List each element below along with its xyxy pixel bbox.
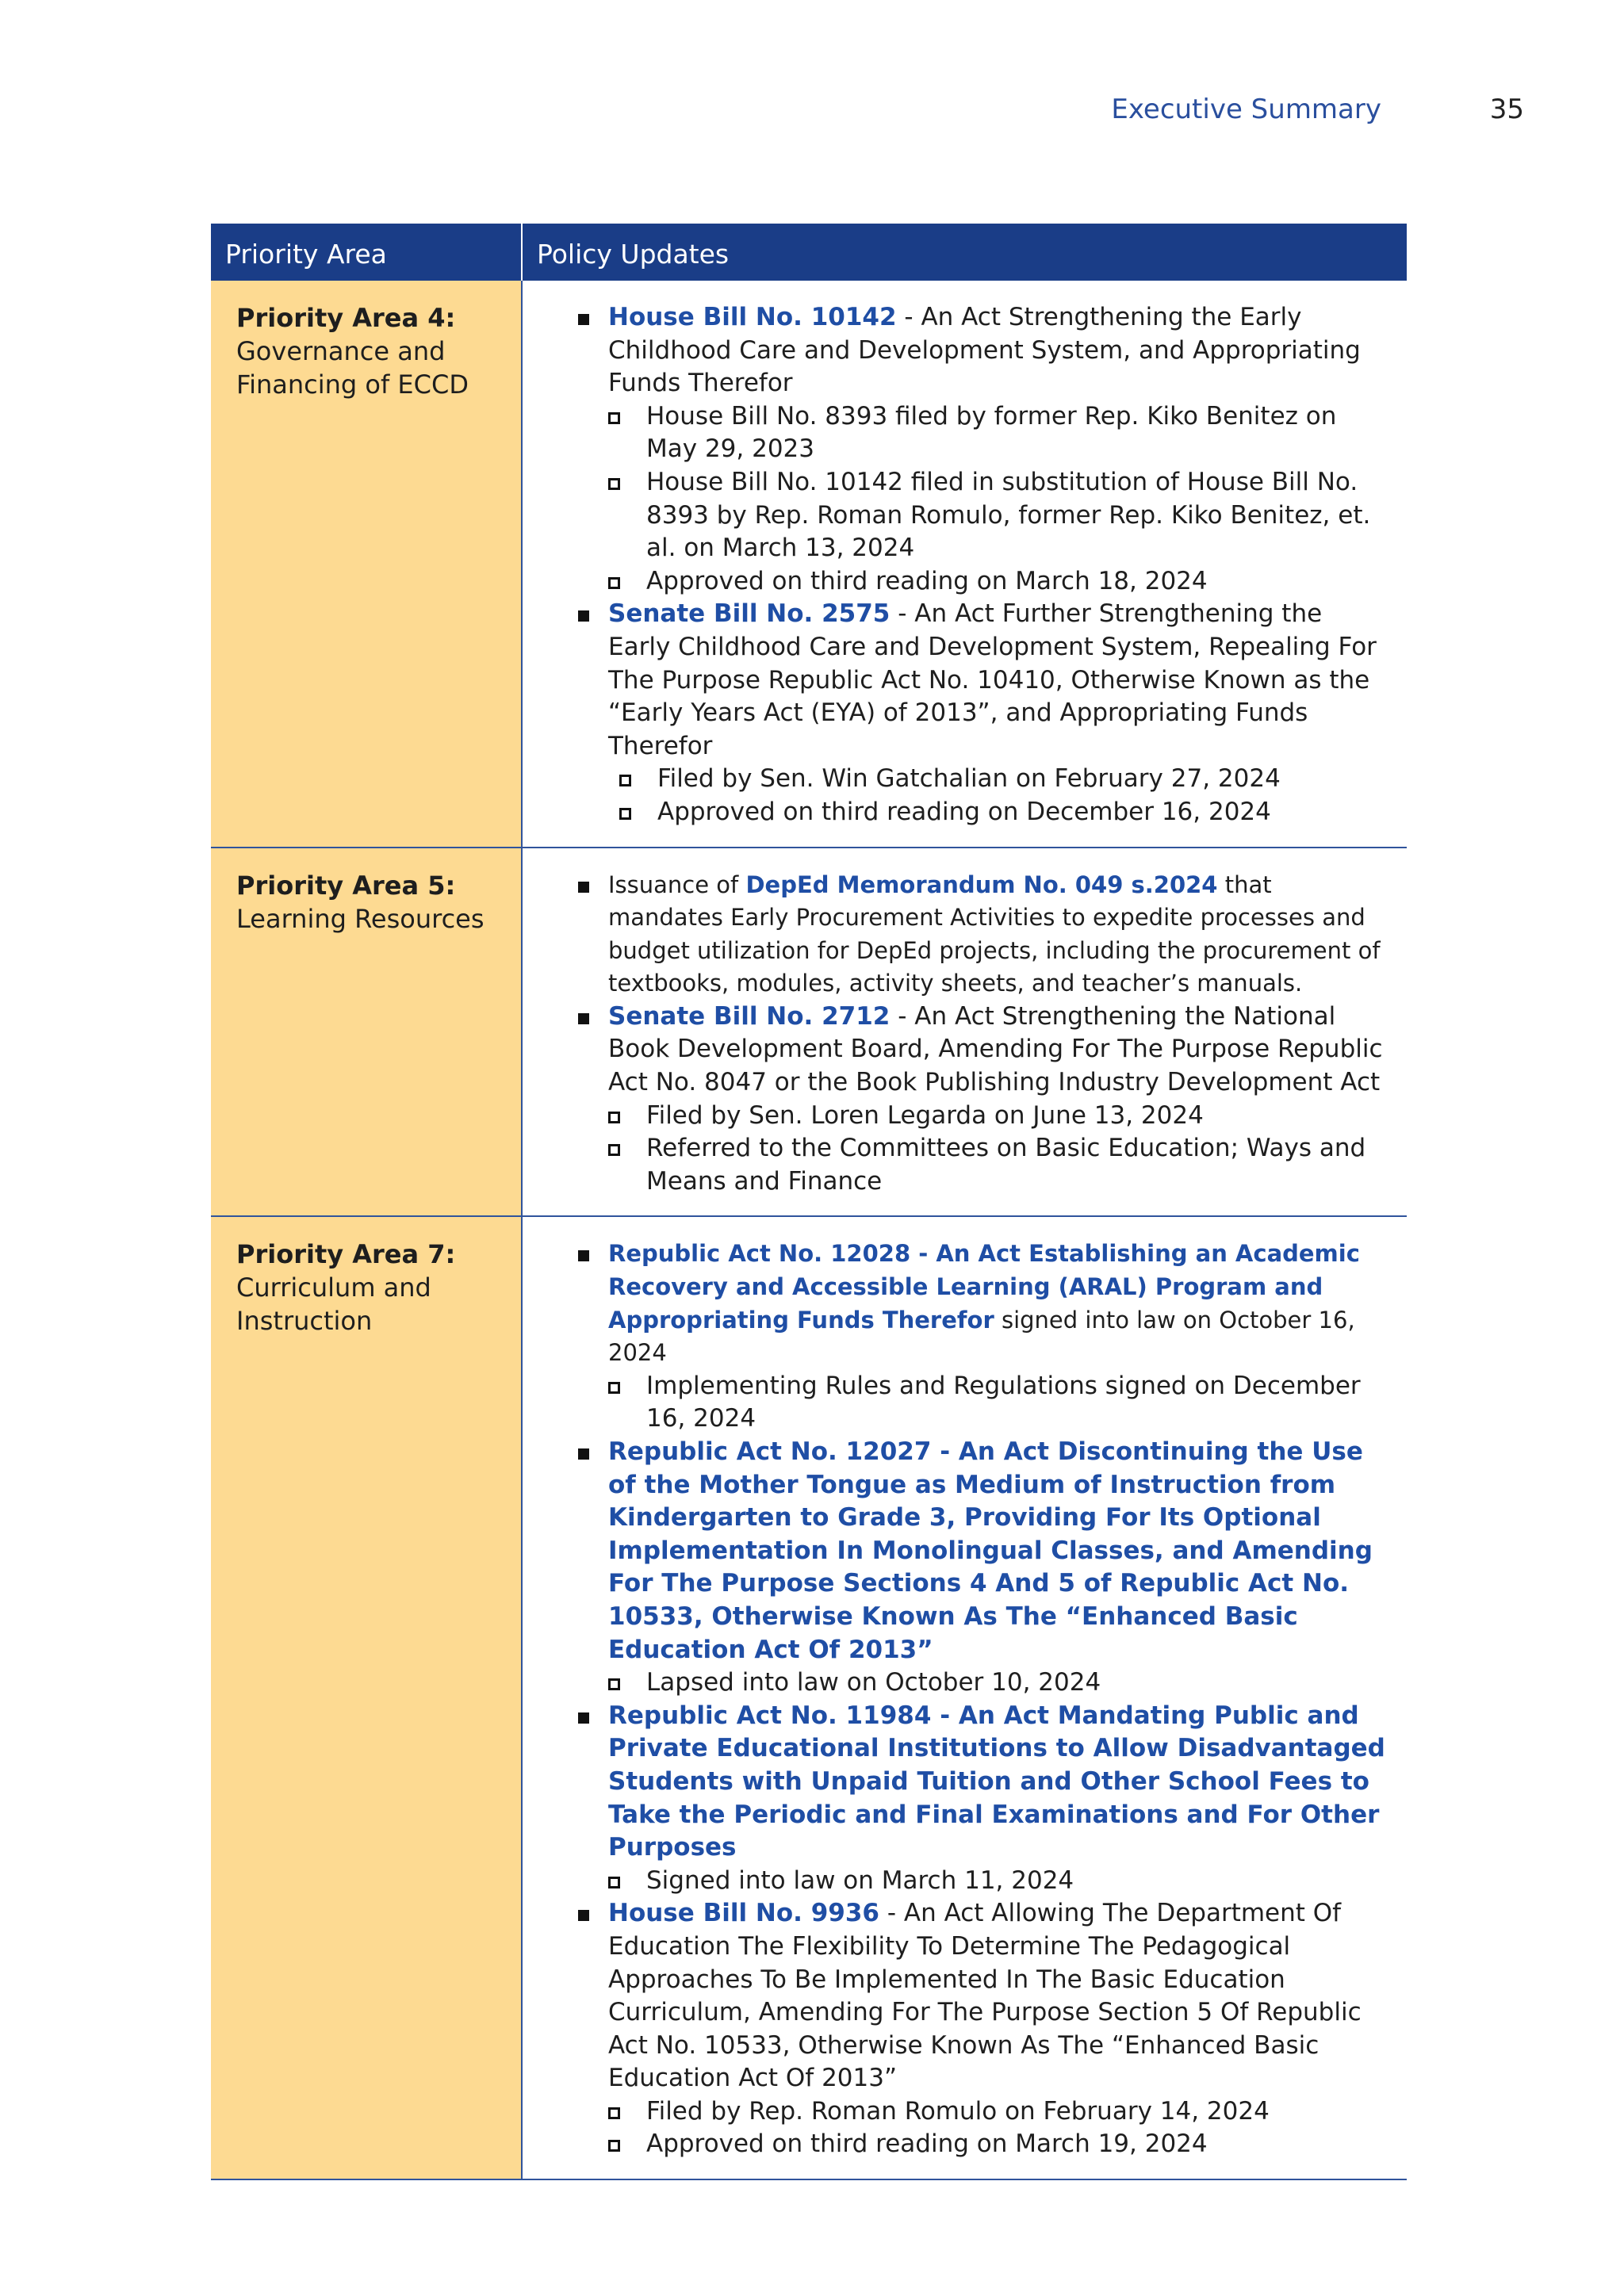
sub-item-text: House Bill No. 10142 filed in substitution of House Bill No. 8393 by Rep. Roman Romulo, former Rep. Kiko Benitez, et. al. on March 13, 2024 xyxy=(646,467,1371,563)
memorandum-link[interactable]: DepEd Memorandum No. 049 s.2024 xyxy=(745,871,1218,898)
policy-updates-table xyxy=(211,224,1407,2180)
section-title: Executive Summary xyxy=(1111,94,1381,125)
hollow-square-bullet-icon xyxy=(608,1877,620,1888)
square-bullet-icon xyxy=(578,1250,589,1261)
republic-act-title[interactable]: Republic Act No. 12028 - An Act Establishing an Academic Recovery and Accessible Learning (ARAL) Program and Appropriating Funds Therefor xyxy=(608,1240,1360,1334)
sub-list-item xyxy=(608,796,1386,829)
bill-link[interactable]: Senate Bill No. 2712 xyxy=(608,1001,891,1031)
policy-updates-cell xyxy=(522,1216,1407,2179)
sub-list xyxy=(608,1370,1386,1436)
sub-item-text: Approved on third reading on March 18, 2024 xyxy=(646,566,1208,595)
policy-list xyxy=(543,1238,1386,2161)
square-bullet-icon xyxy=(578,1448,589,1460)
hollow-square-bullet-icon xyxy=(608,2107,620,2119)
item-text: that mandates Early Procurement Activities to expedite processes and budget utilization for DepEd projects, including the procurement of textbooks, modules, activity sheets, and teacher’s manuals. xyxy=(608,871,1381,997)
list-item xyxy=(543,598,1386,828)
list-item xyxy=(543,1001,1386,1199)
list-item xyxy=(543,1436,1386,1700)
column-header-priority-area: Priority Area xyxy=(211,224,522,281)
page-header xyxy=(0,94,1624,133)
priority-area-title: Priority Area 7: xyxy=(236,1239,456,1270)
column-header-policy-updates: Policy Updates xyxy=(522,224,1407,281)
priority-area-title: Priority Area 5: xyxy=(236,870,456,901)
table-header-row xyxy=(211,224,1407,281)
priority-area-description: Curriculum and Instruction xyxy=(236,1272,431,1337)
list-item xyxy=(543,1700,1386,1898)
list-item xyxy=(543,1897,1386,2161)
hollow-square-bullet-icon xyxy=(608,1112,620,1123)
square-bullet-icon xyxy=(578,314,589,325)
square-bullet-icon xyxy=(578,610,589,622)
sub-list-item xyxy=(608,466,1386,565)
item-text: signed into law on October 16, 2024 xyxy=(608,1306,1355,1367)
sub-item-text: Lapsed into law on October 10, 2024 xyxy=(646,1668,1101,1697)
sub-list-item xyxy=(608,1100,1386,1133)
sub-list-item xyxy=(608,1865,1386,1898)
bill-link[interactable]: House Bill No. 10142 xyxy=(608,303,897,331)
priority-area-description: Learning Resources xyxy=(236,903,485,934)
sub-list-item xyxy=(608,2095,1386,2129)
hollow-square-bullet-icon xyxy=(608,2140,620,2152)
hollow-square-bullet-icon xyxy=(608,1678,620,1690)
sub-item-text: Filed by Sen. Loren Legarda on June 13, 2024 xyxy=(646,1100,1204,1130)
sub-list-item xyxy=(608,565,1386,599)
republic-act-title[interactable]: Republic Act No. 12027 - An Act Discontinuing the Use of the Mother Tongue as Medium of Instruction from Kindergarten to Grade 3, Providing For Its Optional Implementation In Monolingual Classes, and Amending For The Purpose Sections 4 And 5 of Republic Act No. 10533, Otherwise Known As The “Enhanced Basic Education Act Of 2013” xyxy=(608,1437,1373,1664)
sub-item-text: House Bill No. 8393 filed by former Rep. Kiko Benitez on May 29, 2023 xyxy=(646,401,1337,464)
sub-list-item xyxy=(608,1132,1386,1198)
sub-list xyxy=(608,1667,1386,1700)
sub-list xyxy=(608,1865,1386,1898)
republic-act-title[interactable]: Republic Act No. 11984 - An Act Mandating Public and Private Educational Institutions to Allow Disadvantaged Students with Unpaid Tuition and Other School Fees to Take the Periodic and Final Examinations and For Other Purposes xyxy=(608,1701,1385,1862)
priority-area-cell xyxy=(211,848,522,1217)
square-bullet-icon xyxy=(578,1910,589,1921)
sub-item-text: Approved on third reading on March 19, 2024 xyxy=(646,2130,1208,2159)
hollow-square-bullet-icon xyxy=(608,478,620,490)
item-text: - An Act Allowing The Department Of Education The Flexibility To Determine The Pedagogical Approaches To Be Implemented In The Basic Education Curriculum, Amending For The Purpose Section 5 Of Republic Act No. 10533, Otherwise Known As The “Enhanced Basic Education Act Of 2013” xyxy=(608,1899,1362,2093)
sub-item-text: Implementing Rules and Regulations signed on December 16, 2024 xyxy=(646,1371,1361,1433)
list-item xyxy=(543,301,1386,598)
list-item xyxy=(543,1238,1386,1436)
priority-area-cell xyxy=(211,1216,522,2179)
sub-item-text: Referred to the Committees on Basic Education; Ways and Means and Finance xyxy=(646,1134,1366,1196)
sub-list xyxy=(608,2095,1386,2161)
policy-updates-cell xyxy=(522,848,1407,1217)
item-text: - An Act Strengthening the National Book Development Board, Amending For The Purpose Republic Act No. 8047 or the Book Publishing Industry Development Act xyxy=(608,1001,1383,1097)
sub-list xyxy=(608,400,1386,599)
sub-list xyxy=(608,1100,1386,1199)
sub-list-item xyxy=(608,2128,1386,2161)
bill-link[interactable]: Senate Bill No. 2575 xyxy=(608,599,891,629)
sub-item-text: Approved on third reading on December 16, 2024 xyxy=(657,797,1271,826)
hollow-square-bullet-icon xyxy=(619,775,631,786)
item-text: - An Act Further Strengthening the Early Childhood Care and Development System, Repealing For The Purpose Republic Act No. 10410, Otherwise Known as the “Early Years Act (EYA) of 2013”, and Appropriating Funds Therefor xyxy=(608,599,1377,760)
hollow-square-bullet-icon xyxy=(608,412,620,424)
policy-updates-cell xyxy=(522,281,1407,848)
sub-list-item xyxy=(608,763,1386,796)
square-bullet-icon xyxy=(578,1013,589,1024)
square-bullet-icon xyxy=(578,1712,589,1724)
table-row xyxy=(211,848,1407,1217)
sub-list-item xyxy=(608,400,1386,466)
hollow-square-bullet-icon xyxy=(608,1382,620,1394)
square-bullet-icon xyxy=(578,882,589,893)
page-number: 35 xyxy=(1489,94,1524,125)
bill-link[interactable]: House Bill No. 9936 xyxy=(608,1899,879,1928)
hollow-square-bullet-icon xyxy=(619,808,631,820)
sub-list xyxy=(608,763,1386,828)
sub-item-text: Signed into law on March 11, 2024 xyxy=(646,1866,1074,1895)
sub-list-item xyxy=(608,1667,1386,1700)
item-prefix: Issuance of xyxy=(608,871,746,898)
hollow-square-bullet-icon xyxy=(608,577,620,589)
policy-list xyxy=(543,301,1386,829)
hollow-square-bullet-icon xyxy=(608,1144,620,1156)
sub-item-text: Filed by Sen. Win Gatchalian on February 27, 2024 xyxy=(657,764,1281,794)
sub-item-text: Filed by Rep. Roman Romulo on February 14, 2024 xyxy=(646,2096,1270,2126)
priority-area-title: Priority Area 4: xyxy=(236,303,456,333)
priority-area-cell xyxy=(211,281,522,848)
priority-area-description: Governance and Financing of ECCD xyxy=(236,336,469,400)
item-text: - An Act Strengthening the Early Childhood Care and Development System, and Appropriating Funds Therefor xyxy=(608,303,1361,398)
sub-list-item xyxy=(608,1370,1386,1436)
table-row xyxy=(211,1216,1407,2179)
list-item xyxy=(543,869,1386,1001)
table-row xyxy=(211,281,1407,848)
policy-list xyxy=(543,869,1386,1199)
